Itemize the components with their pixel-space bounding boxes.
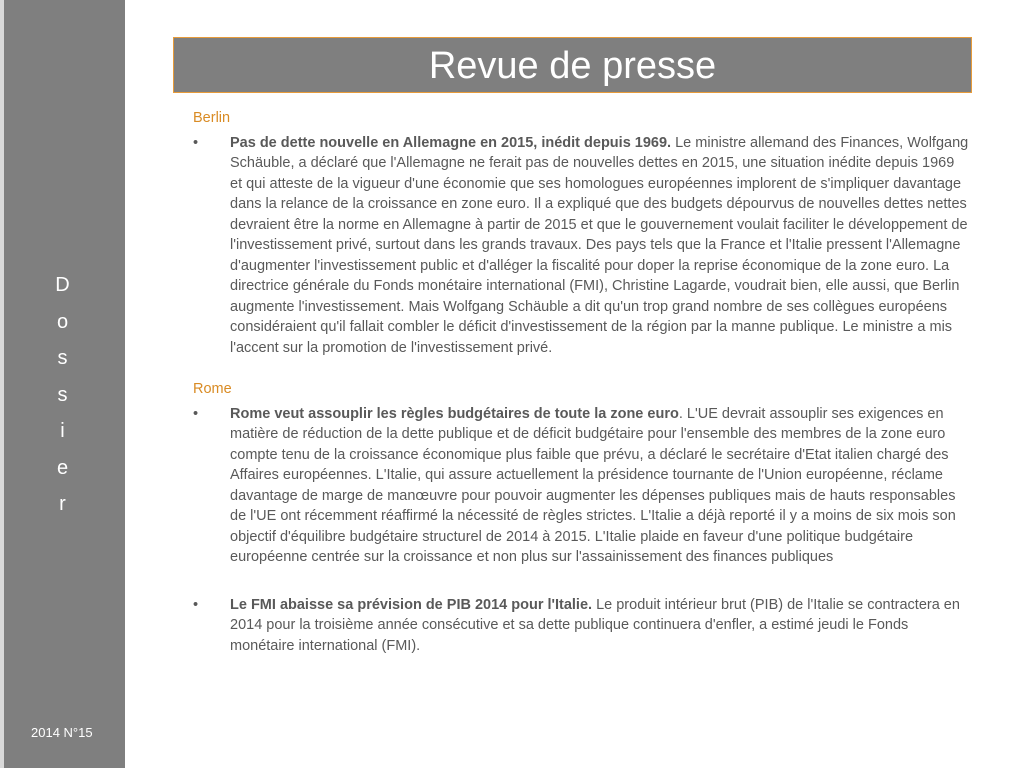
- letter: s: [57, 383, 68, 406]
- bullet: •: [193, 134, 199, 151]
- item-body: Le ministre allemand des Finances, Wolfgang Schäuble, a déclaré que l'Allemagne ne ferait pas de nouvelles dettes en 2015, une situation inédite depuis 1969 et qui atteste de la vigueur d'une économie que ses homologues européennes implorent de s'impliquer davantage dans la relance de la croissance en zone euro. Il a expliqué que des budgets dépourvus de nouvelles dettes nettes devraient être la norme en Allemagne à partir de 2015 et que le gouvernement voulait faciliter le développement de l'investissement privé, surtout dans les grands travaux. Des pays tels que la France et l'Italie pressent l'Allemagne d'augmenter l'investissement public et d'alléger la fiscalité pour doper la reprise économique de la zone euro. La directrice générale du Fonds monétaire international (FMI), Christine Lagarde, voudrait bien, elle aussi, que Berlin augmente l'investissement. Mais Wolfgang Schäuble a dit qu'un trop grand nombre de ses collègues européens considéraient qu'il fallait combler le déficit d'investissement de la région par la manne publique. Le ministre a mis l'accent sur la promotion de l'investissement privé.: [230, 134, 969, 356]
- letter: r: [59, 493, 66, 515]
- list-item: [193, 595, 969, 657]
- item-headline: Rome veut assouplir les règles budgétaires de toute la zone euro: [230, 405, 679, 422]
- letter: D: [55, 274, 70, 296]
- letter: s: [57, 347, 68, 369]
- item-headline: Pas de dette nouvelle en Allemagne en 2015, inédit depuis 1969.: [230, 134, 672, 151]
- sidebar: [0, 0, 125, 768]
- section-heading-rome: Rome: [193, 381, 232, 397]
- vertical-word-dossier: [0, 267, 125, 523]
- item-body: Le produit intérieur brut (PIB) de l'Italie se contractera en 2014 pour la troisième année consécutive et sa dette publique continuera d'enfler, a estimé jeudi le Fonds monétaire international (FMI).: [230, 596, 960, 654]
- item-headline: Le FMI abaisse sa prévision de PIB 2014 pour l'Italie.: [230, 596, 593, 613]
- letter: i: [60, 420, 65, 442]
- letter: o: [56, 310, 69, 333]
- section-heading-berlin: Berlin: [193, 110, 231, 126]
- article-content: [193, 108, 969, 656]
- issue-number: 2014 N°15: [31, 725, 93, 740]
- letter: e: [56, 456, 69, 479]
- item-body: . L'UE devrait assouplir ses exigences en matière de réduction de la dette publique et de déficit budgétaire pour l'ensemble des membres de la zone euro compte tenu de la croissance économique plus faible que prévu, a déclaré le secrétaire d'Etat italien chargé des Affaires européennes. L'Italie, qui assure actuellement la présidence tournante de l'Union européenne, réclame davantage de marge de manœuvre pour pouvoir augmenter les dépenses publiques mais de hauts responsables de l'UE ont récemment réaffirmé la nécessité de règles strictes. L'Italie a déjà reporté il y a moins de six mois son objectif d'équilibre budgétaire structurel de 2014 à 2015. L'Italie plaide en faveur d'une politique budgétaire européenne centrée sur la croissance et non plus sur l'assainissement des finances publiques: [230, 405, 956, 565]
- bullet: •: [193, 596, 199, 613]
- bullet: •: [193, 405, 199, 422]
- page-title: Revue de presse: [173, 37, 972, 93]
- list-item: [193, 404, 969, 568]
- list-item: [193, 133, 969, 359]
